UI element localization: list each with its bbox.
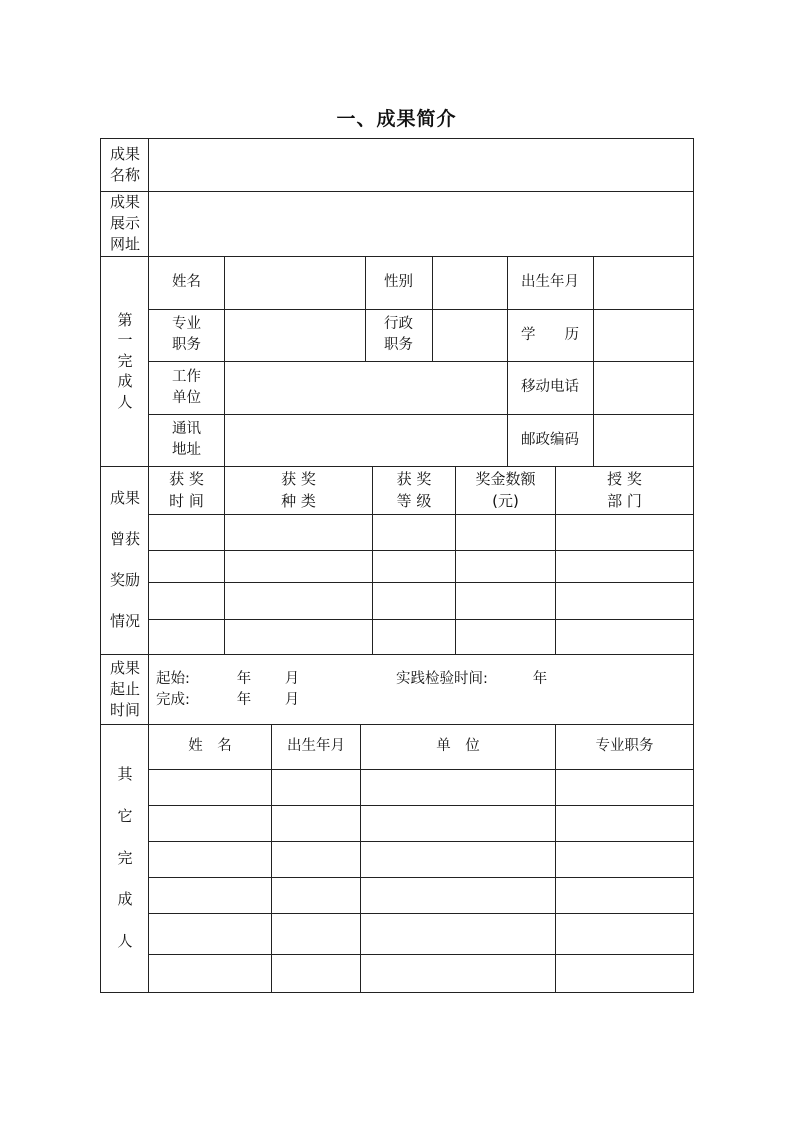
postcode-label: 邮政编码 [521,431,579,448]
mobile-label: 移动电话 [521,379,579,395]
gender-field[interactable] [433,256,507,309]
practice-year-label: 年 [532,670,548,687]
others-header-name: 姓 名 [188,738,232,754]
education-field[interactable] [594,309,693,361]
education-label: 学 历 [521,326,579,343]
postcode-field[interactable] [594,414,693,466]
name-label: 姓名 [172,274,201,290]
gender-label: 性别 [384,274,413,290]
birth-field[interactable] [594,256,693,309]
name-field[interactable] [225,256,365,309]
awards-header-time: 获 奖 时 间 [169,470,204,510]
awards-cell[interactable] [456,515,555,550]
first-person-label: 第 一 完 成 人 [117,310,133,411]
practice-time-label: 实践检验时间: [396,670,488,687]
end-year-label: 年 [236,691,252,708]
awards-label: 成果 曾获 奖励 情况 [109,489,140,631]
achievement-form [100,138,694,993]
achievement-name-label: 成果 名称 [109,145,140,184]
work-unit-field[interactable] [225,361,507,414]
others-header-title: 专业职务 [595,738,654,754]
others-header-unit: 单 位 [436,738,480,754]
admin-title-field[interactable] [433,309,507,361]
work-unit-label: 工作 单位 [172,368,201,406]
achievement-name-field[interactable] [149,139,693,191]
end-label: 完成: [156,691,190,708]
awards-header-amount: 奖金数额 (元) [475,470,536,510]
end-month-label: 月 [284,691,300,708]
others-cell[interactable] [149,770,271,805]
others-cell[interactable] [361,770,555,805]
start-year-label: 年 [236,670,252,687]
start-label: 起始: [156,670,190,687]
page-title: 一、成果简介 [336,108,457,130]
address-label: 通讯 地址 [172,421,201,458]
mobile-field[interactable] [594,361,693,414]
admin-title-label: 行政 职务 [384,316,413,353]
birth-label: 出生年月 [521,274,579,290]
time-label: 成果 起止 时间 [109,658,140,719]
awards-header-level: 获 奖 等 级 [396,470,432,510]
awards-cell[interactable] [149,515,224,550]
others-cell[interactable] [272,770,360,805]
awards-header-type: 获 奖 种 类 [281,470,316,510]
others-header-birth: 出生年月 [287,738,345,754]
major-title-label: 专业 职务 [172,316,201,353]
achievement-url-label: 成果 展示 网址 [109,193,140,253]
awards-cell[interactable] [556,515,693,550]
awards-cell[interactable] [373,515,455,550]
others-cell[interactable] [556,770,693,805]
major-title-field[interactable] [225,309,365,361]
achievement-url-field[interactable] [149,191,693,256]
address-field[interactable] [225,414,507,466]
awards-cell[interactable] [225,515,372,550]
awards-header-dept: 授 奖 部 门 [607,470,642,510]
other-persons-label: 其 它 完 成 人 [117,765,133,950]
start-month-label: 月 [284,670,300,687]
